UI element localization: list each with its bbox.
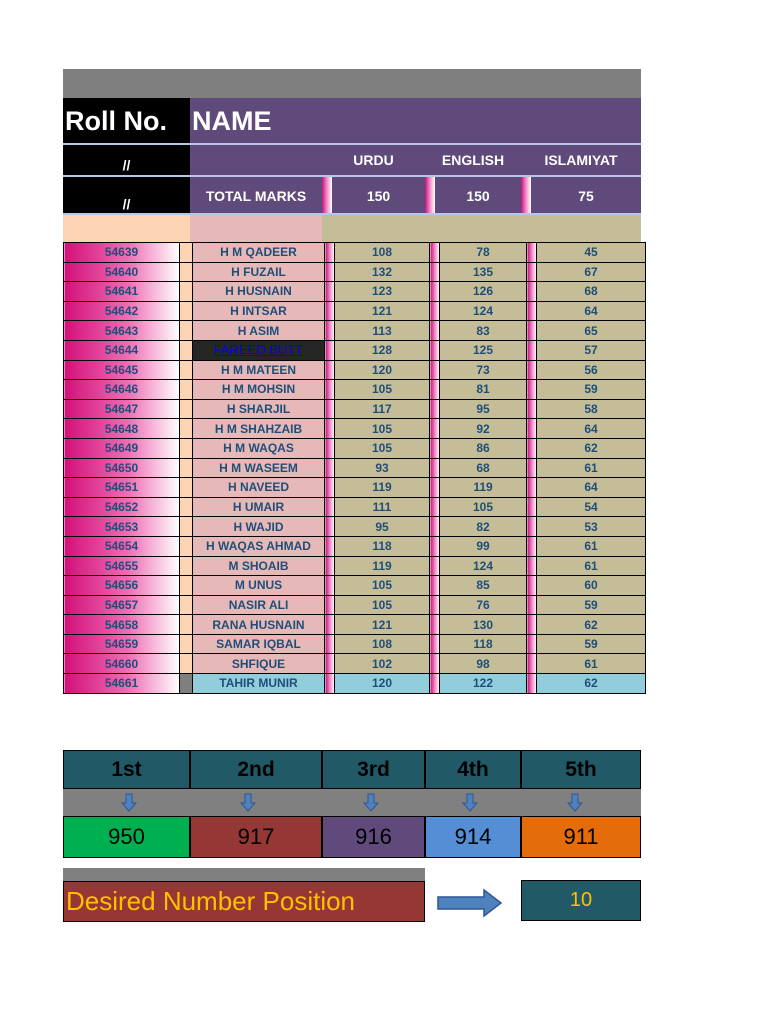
spacer-cell xyxy=(180,615,193,635)
islamiyat-cell[interactable]: 59 xyxy=(537,595,646,615)
slash-cell-2: // xyxy=(63,177,190,214)
strip-cell xyxy=(325,458,335,478)
english-cell[interactable]: 73 xyxy=(440,360,527,380)
urdu-cell[interactable]: 121 xyxy=(335,301,430,321)
strip-cell xyxy=(325,674,335,694)
down-arrow-icon xyxy=(363,793,379,813)
down-arrow-icon xyxy=(567,793,583,813)
strip-cell xyxy=(325,438,335,458)
urdu-cell[interactable]: 105 xyxy=(335,595,430,615)
english-cell[interactable]: 125 xyxy=(440,340,527,360)
urdu-cell[interactable]: 119 xyxy=(335,556,430,576)
name-cell[interactable]: H M MOHSIN xyxy=(193,380,325,400)
subject-english: ENGLISH xyxy=(441,152,505,168)
table-row xyxy=(64,419,646,439)
table-row xyxy=(64,458,646,478)
strip-cell xyxy=(527,497,537,517)
strip-cell xyxy=(527,340,537,360)
spacer-cell xyxy=(180,438,193,458)
table-row xyxy=(64,654,646,674)
score-4th: 914 xyxy=(425,816,521,858)
roll-no-header: Roll No. xyxy=(63,98,190,144)
spacer-cell xyxy=(180,674,193,694)
urdu-cell[interactable]: 120 xyxy=(335,360,430,380)
spacer-cell xyxy=(180,340,193,360)
strip-cell xyxy=(430,321,440,341)
table-row xyxy=(64,497,646,517)
roll-cell[interactable]: 54659 xyxy=(64,634,180,654)
arrow-row xyxy=(63,789,641,816)
islamiyat-cell[interactable]: 67 xyxy=(537,262,646,282)
spacer-cell xyxy=(180,497,193,517)
strip-cell xyxy=(325,243,335,263)
islamiyat-cell[interactable]: 65 xyxy=(537,321,646,341)
name-cell[interactable]: FAREED BUTT xyxy=(193,340,325,360)
spacer-cell xyxy=(180,419,193,439)
strip-cell xyxy=(527,458,537,478)
score-2nd: 917 xyxy=(190,816,322,858)
strip-cell xyxy=(430,438,440,458)
strip-cell xyxy=(430,497,440,517)
table-row xyxy=(64,438,646,458)
strip-cell xyxy=(527,654,537,674)
table-row xyxy=(64,360,646,380)
name-cell[interactable]: H WAJID xyxy=(193,517,325,537)
down-arrow-icon xyxy=(121,793,137,813)
strip-cell xyxy=(527,674,537,694)
urdu-cell[interactable]: 132 xyxy=(335,262,430,282)
strip-cell xyxy=(325,595,335,615)
table-row xyxy=(64,634,646,654)
spacer-cell xyxy=(180,478,193,498)
strip-cell xyxy=(527,301,537,321)
urdu-cell[interactable]: 105 xyxy=(335,576,430,596)
islamiyat-cell[interactable]: 62 xyxy=(537,438,646,458)
total-marks-islamiyat: 75 xyxy=(531,177,641,214)
english-cell[interactable]: 124 xyxy=(440,556,527,576)
strip-cell xyxy=(325,262,335,282)
strip-cell xyxy=(325,301,335,321)
english-cell[interactable]: 124 xyxy=(440,301,527,321)
strip-2 xyxy=(425,177,435,214)
urdu-cell[interactable]: 117 xyxy=(335,399,430,419)
strip-cell xyxy=(527,282,537,302)
rank-5th-header: 5th xyxy=(521,750,641,789)
name-cell[interactable]: H SHARJIL xyxy=(193,399,325,419)
roll-cell[interactable]: 54653 xyxy=(64,517,180,537)
right-arrow-icon xyxy=(437,888,503,918)
strip-cell xyxy=(325,321,335,341)
english-cell[interactable]: 81 xyxy=(440,380,527,400)
urdu-cell[interactable]: 123 xyxy=(335,282,430,302)
spacer-tan xyxy=(322,215,641,242)
strip-cell xyxy=(430,419,440,439)
islamiyat-cell[interactable]: 61 xyxy=(537,556,646,576)
spacer-cell xyxy=(180,458,193,478)
islamiyat-cell[interactable]: 60 xyxy=(537,576,646,596)
roll-cell[interactable]: 54661 xyxy=(64,674,180,694)
urdu-cell[interactable]: 102 xyxy=(335,654,430,674)
english-cell[interactable]: 119 xyxy=(440,478,527,498)
table-row xyxy=(64,321,646,341)
islamiyat-cell[interactable]: 62 xyxy=(537,674,646,694)
islamiyat-cell[interactable]: 54 xyxy=(537,497,646,517)
english-cell[interactable]: 135 xyxy=(440,262,527,282)
down-arrow-icon xyxy=(240,793,256,813)
strip-cell xyxy=(527,262,537,282)
name-cell[interactable]: NASIR ALI xyxy=(193,595,325,615)
strip-cell xyxy=(325,340,335,360)
strip-cell xyxy=(430,340,440,360)
strip-cell xyxy=(430,282,440,302)
english-cell[interactable]: 82 xyxy=(440,517,527,537)
islamiyat-cell[interactable]: 58 xyxy=(537,399,646,419)
roll-cell[interactable]: 54639 xyxy=(64,243,180,263)
spacer-cell xyxy=(180,654,193,674)
name-header: NAME xyxy=(190,98,641,144)
strip-cell xyxy=(430,380,440,400)
strip-cell xyxy=(325,654,335,674)
roll-cell[interactable]: 54656 xyxy=(64,576,180,596)
strip-cell xyxy=(527,321,537,341)
strip-cell xyxy=(430,517,440,537)
roll-cell[interactable]: 54655 xyxy=(64,556,180,576)
strip-cell xyxy=(527,536,537,556)
roll-cell[interactable]: 54647 xyxy=(64,399,180,419)
strip-cell xyxy=(527,576,537,596)
desired-gray-bar xyxy=(63,868,425,881)
name-cell[interactable]: H UMAIR xyxy=(193,497,325,517)
strip-cell xyxy=(325,380,335,400)
table-row xyxy=(64,517,646,537)
islamiyat-cell[interactable]: 64 xyxy=(537,478,646,498)
name-cell[interactable]: H NAVEED xyxy=(193,478,325,498)
spacer-cell xyxy=(180,360,193,380)
roll-cell[interactable]: 54654 xyxy=(64,536,180,556)
english-cell[interactable]: 99 xyxy=(440,536,527,556)
name-cell[interactable]: H M WASEEM xyxy=(193,458,325,478)
spacer-cell xyxy=(180,576,193,596)
strip-cell xyxy=(325,634,335,654)
urdu-cell[interactable]: 121 xyxy=(335,615,430,635)
name-cell[interactable]: H HUSNAIN xyxy=(193,282,325,302)
name-cell[interactable]: SAMAR IQBAL xyxy=(193,634,325,654)
roll-cell[interactable]: 54641 xyxy=(64,282,180,302)
roll-cell[interactable]: 54657 xyxy=(64,595,180,615)
english-cell[interactable]: 118 xyxy=(440,634,527,654)
strip-cell xyxy=(325,615,335,635)
strip-cell xyxy=(430,478,440,498)
rank-1st-header: 1st xyxy=(63,750,190,789)
roll-cell[interactable]: 54658 xyxy=(64,615,180,635)
name-cell[interactable]: M UNUS xyxy=(193,576,325,596)
strip-cell xyxy=(430,654,440,674)
name-cell[interactable]: H WAQAS AHMAD xyxy=(193,536,325,556)
strip-cell xyxy=(325,282,335,302)
table-row xyxy=(64,674,646,694)
urdu-cell[interactable]: 93 xyxy=(335,458,430,478)
english-cell[interactable]: 83 xyxy=(440,321,527,341)
score-3rd: 916 xyxy=(322,816,425,858)
english-cell[interactable]: 68 xyxy=(440,458,527,478)
score-5th: 911 xyxy=(521,816,641,858)
roll-cell[interactable]: 54645 xyxy=(64,360,180,380)
strip-cell xyxy=(430,595,440,615)
table-row xyxy=(64,262,646,282)
strip-cell xyxy=(527,399,537,419)
strip-cell xyxy=(527,517,537,537)
name-cell[interactable]: RANA HUSNAIN xyxy=(193,615,325,635)
subject-urdu: URDU xyxy=(353,152,394,168)
table-row xyxy=(64,243,646,263)
english-cell[interactable]: 95 xyxy=(440,399,527,419)
strip-cell xyxy=(527,595,537,615)
strip-cell xyxy=(325,360,335,380)
strip-cell xyxy=(430,243,440,263)
spacer-cell xyxy=(180,262,193,282)
table-row xyxy=(64,301,646,321)
english-cell[interactable]: 126 xyxy=(440,282,527,302)
roll-cell[interactable]: 54652 xyxy=(64,497,180,517)
spacer-cell xyxy=(180,243,193,263)
spacer-cell xyxy=(180,399,193,419)
desired-position-label: Desired Number Position xyxy=(63,881,425,922)
english-cell[interactable]: 86 xyxy=(440,438,527,458)
strip-cell xyxy=(325,536,335,556)
total-marks-urdu: 150 xyxy=(332,177,425,214)
spacer-cell xyxy=(180,321,193,341)
english-cell[interactable]: 85 xyxy=(440,576,527,596)
islamiyat-cell[interactable]: 61 xyxy=(537,536,646,556)
roll-cell[interactable]: 54651 xyxy=(64,478,180,498)
name-cell[interactable]: H ASIM xyxy=(193,321,325,341)
table-row xyxy=(64,595,646,615)
strip-cell xyxy=(430,301,440,321)
total-marks-english: 150 xyxy=(435,177,521,214)
islamiyat-cell[interactable]: 59 xyxy=(537,380,646,400)
english-cell[interactable]: 130 xyxy=(440,615,527,635)
strip-cell xyxy=(325,419,335,439)
spacer-peach xyxy=(63,215,190,242)
islamiyat-cell[interactable]: 64 xyxy=(537,419,646,439)
strip-cell xyxy=(527,615,537,635)
spacer-cell xyxy=(180,634,193,654)
rank-4th-header: 4th xyxy=(425,750,521,789)
islamiyat-cell[interactable]: 45 xyxy=(537,243,646,263)
table-row xyxy=(64,380,646,400)
spacer-cell xyxy=(180,595,193,615)
strip-cell xyxy=(325,576,335,596)
strip-cell xyxy=(430,634,440,654)
name-cell[interactable]: H M MATEEN xyxy=(193,360,325,380)
name-cell[interactable]: H M QADEER xyxy=(193,243,325,263)
slash-cell-1: // xyxy=(63,145,190,175)
strip-cell xyxy=(527,634,537,654)
urdu-cell[interactable]: 105 xyxy=(335,380,430,400)
strip-1 xyxy=(322,177,332,214)
roll-cell[interactable]: 54644 xyxy=(64,340,180,360)
urdu-cell[interactable]: 128 xyxy=(335,340,430,360)
islamiyat-cell[interactable]: 56 xyxy=(537,360,646,380)
table-row xyxy=(64,615,646,635)
spacer-cell xyxy=(180,556,193,576)
table-row xyxy=(64,282,646,302)
english-cell[interactable]: 92 xyxy=(440,419,527,439)
urdu-cell[interactable]: 113 xyxy=(335,321,430,341)
roll-cell[interactable]: 54642 xyxy=(64,301,180,321)
name-cell[interactable]: M SHOAIB xyxy=(193,556,325,576)
roll-cell[interactable]: 54648 xyxy=(64,419,180,439)
marks-table xyxy=(63,242,646,694)
strip-cell xyxy=(325,517,335,537)
urdu-cell[interactable]: 95 xyxy=(335,517,430,537)
urdu-cell[interactable]: 119 xyxy=(335,478,430,498)
table-row xyxy=(64,399,646,419)
down-arrow-icon xyxy=(462,793,478,813)
spacer-rose xyxy=(190,215,322,242)
strip-cell xyxy=(325,399,335,419)
desired-position-value[interactable]: 10 xyxy=(521,880,641,921)
top-gray-bar xyxy=(63,69,641,98)
spacer-cell xyxy=(180,536,193,556)
strip-cell xyxy=(325,556,335,576)
table-row xyxy=(64,576,646,596)
strip-cell xyxy=(430,576,440,596)
roll-cell[interactable]: 54643 xyxy=(64,321,180,341)
strip-cell xyxy=(527,419,537,439)
urdu-cell[interactable]: 105 xyxy=(335,419,430,439)
english-cell[interactable]: 76 xyxy=(440,595,527,615)
islamiyat-cell[interactable]: 62 xyxy=(537,615,646,635)
name-cell[interactable]: SHFIQUE xyxy=(193,654,325,674)
strip-cell xyxy=(325,497,335,517)
strip-cell xyxy=(430,674,440,694)
name-cell[interactable]: TAHIR MUNIR xyxy=(193,674,325,694)
name-cell[interactable]: H M SHAHZAIB xyxy=(193,419,325,439)
roll-cell[interactable]: 54660 xyxy=(64,654,180,674)
spacer-cell xyxy=(180,282,193,302)
spacer-cell xyxy=(180,301,193,321)
subject-islamiyat: ISLAMIYAT xyxy=(544,152,618,168)
islamiyat-cell[interactable]: 64 xyxy=(537,301,646,321)
name-cell[interactable]: H FUZAIL xyxy=(193,262,325,282)
spacer-cell xyxy=(180,380,193,400)
islamiyat-cell[interactable]: 59 xyxy=(537,634,646,654)
score-1st: 950 xyxy=(63,816,190,858)
roll-cell[interactable]: 54649 xyxy=(64,438,180,458)
urdu-cell[interactable]: 105 xyxy=(335,438,430,458)
spacer-cell xyxy=(180,517,193,537)
table-row xyxy=(64,556,646,576)
strip-cell xyxy=(527,380,537,400)
table-row xyxy=(64,340,646,360)
urdu-cell[interactable]: 120 xyxy=(335,674,430,694)
islamiyat-cell[interactable]: 68 xyxy=(537,282,646,302)
strip-cell xyxy=(527,556,537,576)
strip-cell xyxy=(325,478,335,498)
name-cell[interactable]: H INTSAR xyxy=(193,301,325,321)
english-cell[interactable]: 78 xyxy=(440,243,527,263)
islamiyat-cell[interactable]: 61 xyxy=(537,654,646,674)
strip-cell xyxy=(430,536,440,556)
english-cell[interactable]: 122 xyxy=(440,674,527,694)
strip-cell xyxy=(430,360,440,380)
urdu-cell[interactable]: 111 xyxy=(335,497,430,517)
roll-cell[interactable]: 54646 xyxy=(64,380,180,400)
roll-cell[interactable]: 54650 xyxy=(64,458,180,478)
strip-cell xyxy=(430,458,440,478)
english-cell[interactable]: 98 xyxy=(440,654,527,674)
table-row xyxy=(64,478,646,498)
strip-cell xyxy=(430,615,440,635)
strip-cell xyxy=(527,360,537,380)
english-cell[interactable]: 105 xyxy=(440,497,527,517)
rank-3rd-header: 3rd xyxy=(322,750,425,789)
roll-cell[interactable]: 54640 xyxy=(64,262,180,282)
total-marks-label: TOTAL MARKS xyxy=(190,177,322,214)
strip-cell xyxy=(430,556,440,576)
strip-cell xyxy=(527,243,537,263)
islamiyat-cell[interactable]: 61 xyxy=(537,458,646,478)
rank-2nd-header: 2nd xyxy=(190,750,322,789)
name-cell[interactable]: H M WAQAS xyxy=(193,438,325,458)
strip-cell xyxy=(430,399,440,419)
islamiyat-cell[interactable]: 53 xyxy=(537,517,646,537)
urdu-cell[interactable]: 108 xyxy=(335,243,430,263)
strip-cell xyxy=(527,438,537,458)
islamiyat-cell[interactable]: 57 xyxy=(537,340,646,360)
strip-cell xyxy=(430,262,440,282)
urdu-cell[interactable]: 118 xyxy=(335,536,430,556)
strip-3 xyxy=(521,177,531,214)
urdu-cell[interactable]: 108 xyxy=(335,634,430,654)
table-row xyxy=(64,536,646,556)
strip-cell xyxy=(527,478,537,498)
